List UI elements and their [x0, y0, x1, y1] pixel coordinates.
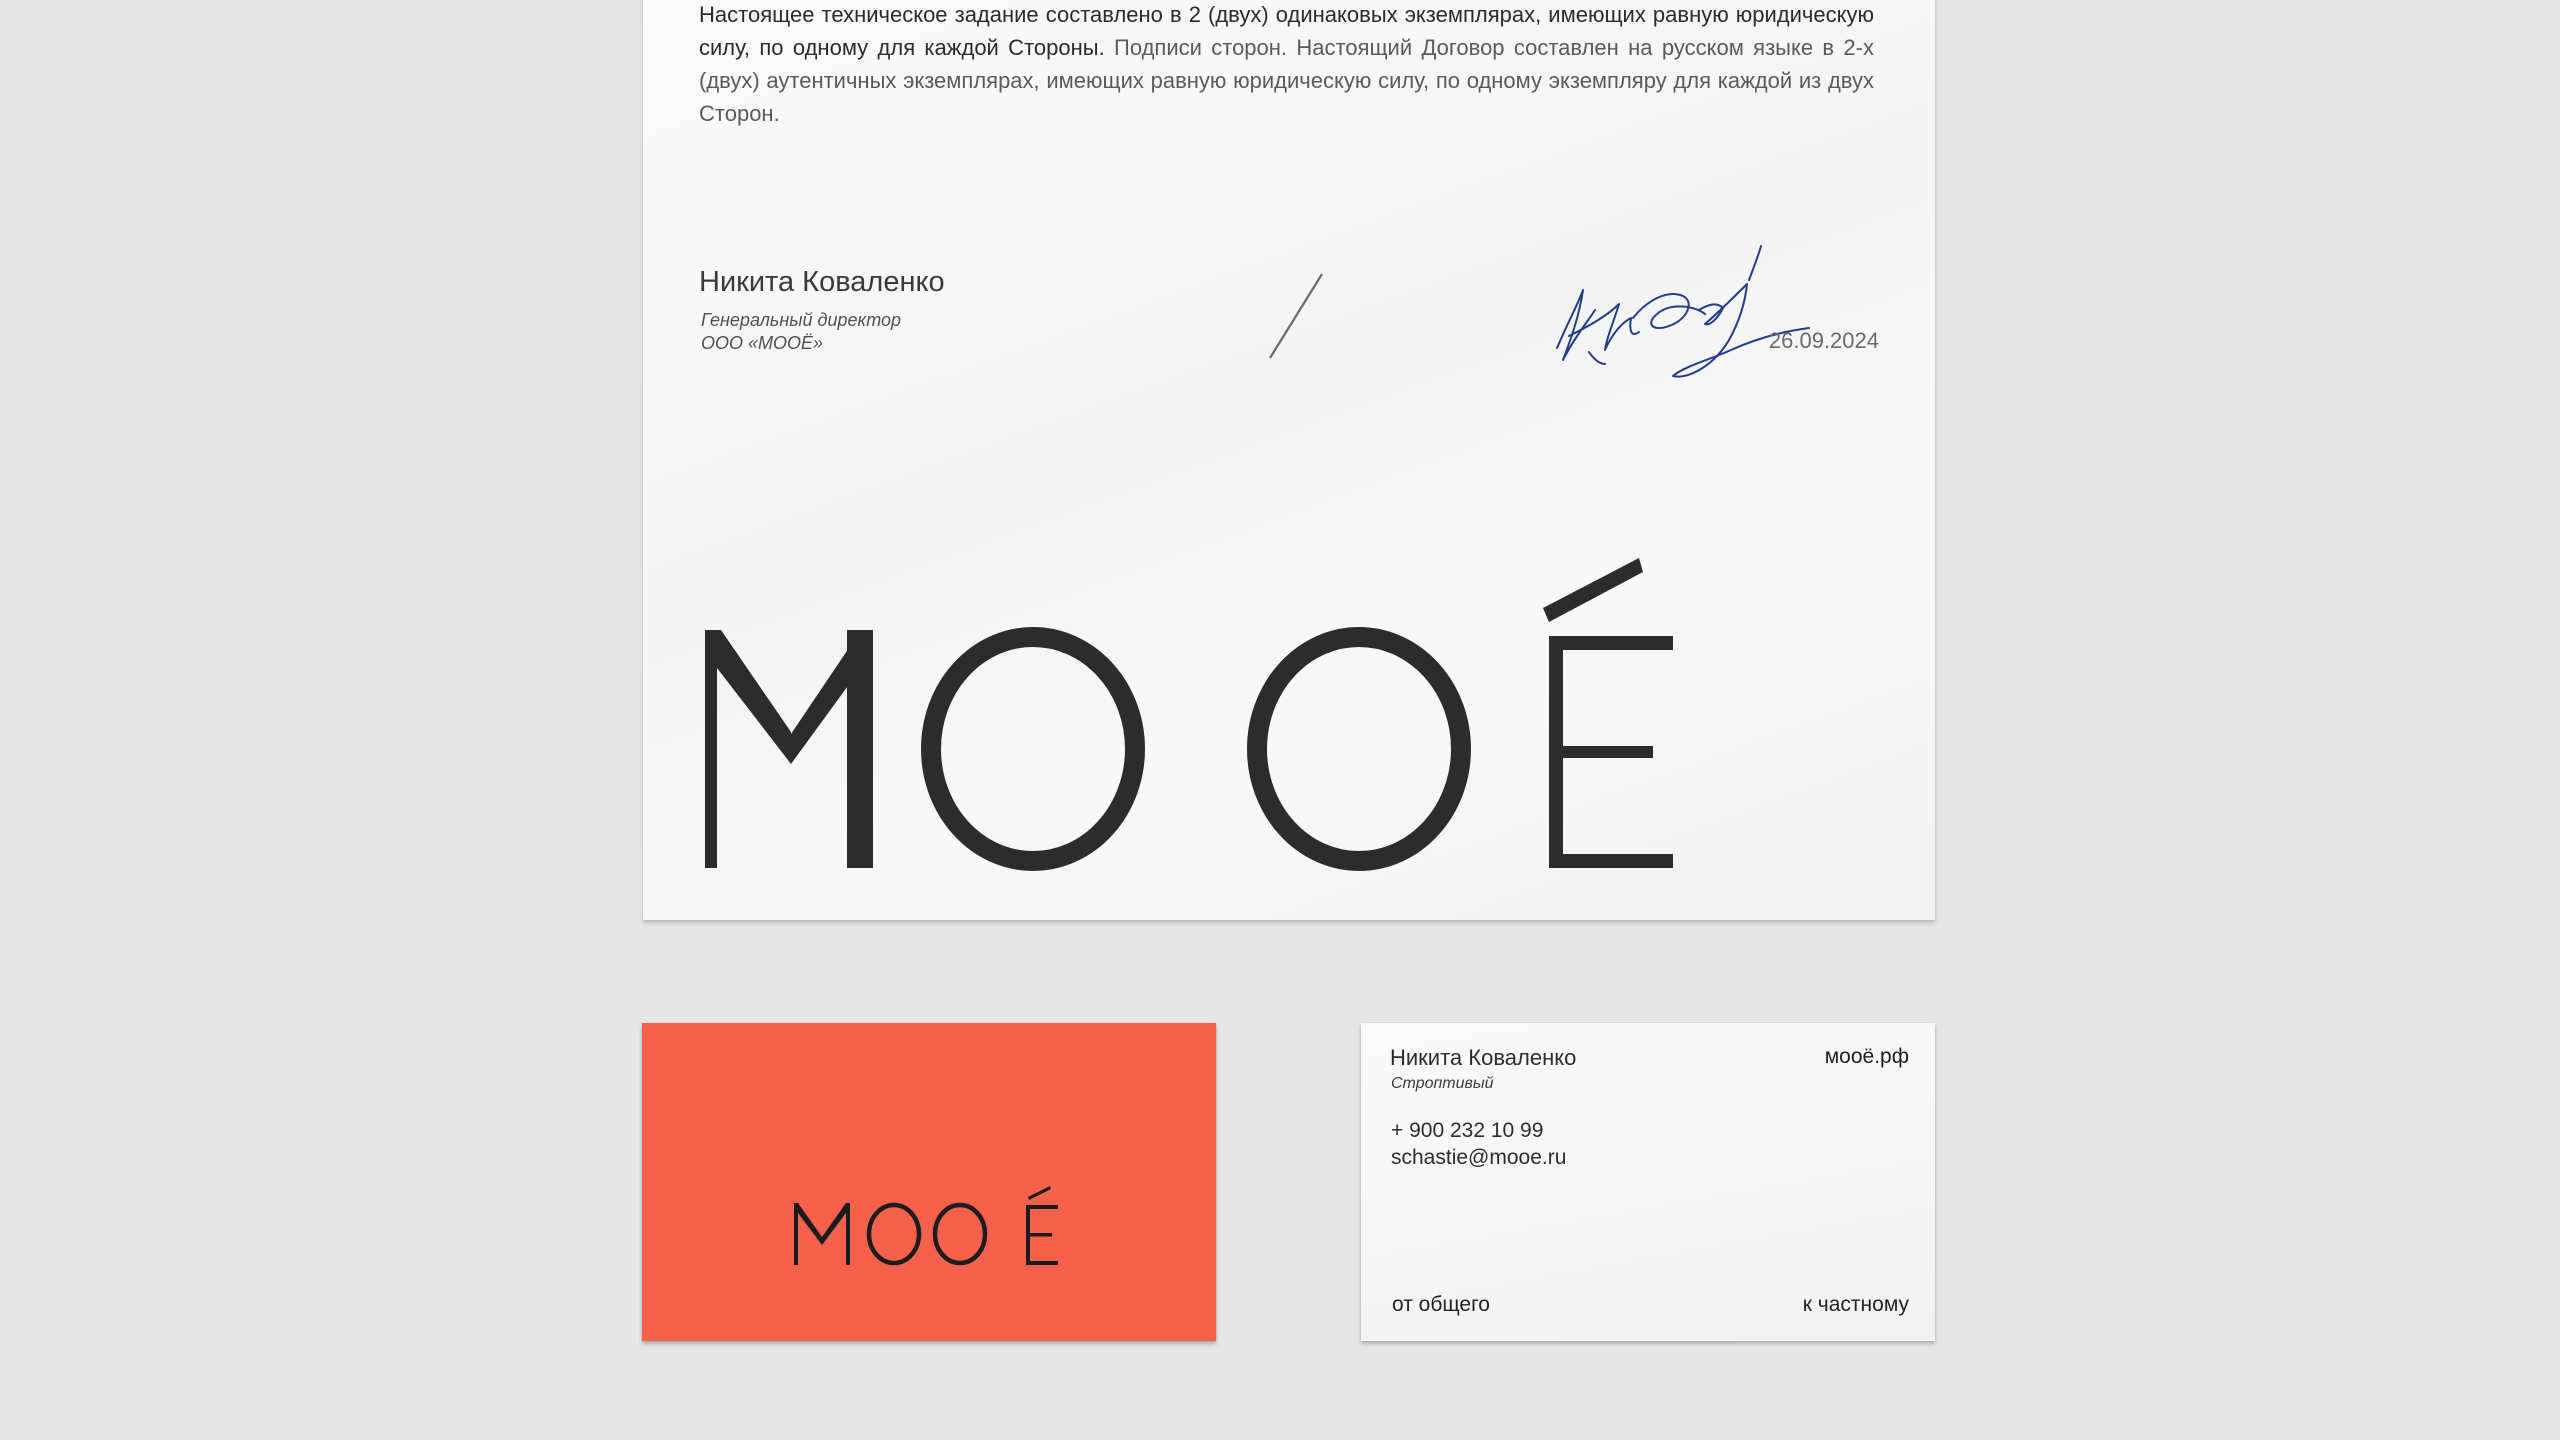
signature-image [1549, 240, 1814, 390]
body-text-part-2: Подписи сторон. Настоящий Договор составлен на русском языке в 2-х (двух) аутентичных экземплярах, имеющих равную юридическую силу, по одному экземпляру для каждой из двух Сторон. [699, 35, 1874, 126]
card-tagline-right: к частному [1802, 1293, 1909, 1316]
separator-slash-icon [1260, 272, 1330, 362]
signer-company: ООО «МООЁ» [701, 333, 824, 353]
card-email: schastie@mooe.ru [1391, 1146, 1567, 1169]
business-card-front [642, 1023, 1216, 1341]
card-name: Никита Коваленко [1390, 1045, 1577, 1070]
signer-role: Генеральный директор [701, 310, 902, 330]
card-title: Строптивый [1391, 1075, 1494, 1092]
card-phone: + 900 232 10 99 [1391, 1119, 1544, 1142]
card-website: моoё.рф [1824, 1045, 1909, 1068]
letterhead-body-text [699, 0, 1874, 130]
signature-date: 26.09.2024 [1768, 328, 1879, 353]
card-tagline-left: от общего [1392, 1293, 1490, 1316]
letterhead-sheet [643, 0, 1935, 920]
signer-name: Никита Коваленко [699, 266, 945, 298]
mooe-large-logo [691, 510, 1891, 890]
body-text-part-1: Настоящее техническое задание составлено в 2 (двух) одинаковых экземплярах, имеющих равную юридическую силу, по одному для каждой Стороны. [699, 2, 1874, 60]
mooe-small-logo [642, 1023, 1216, 1341]
business-card-back [1361, 1023, 1935, 1341]
